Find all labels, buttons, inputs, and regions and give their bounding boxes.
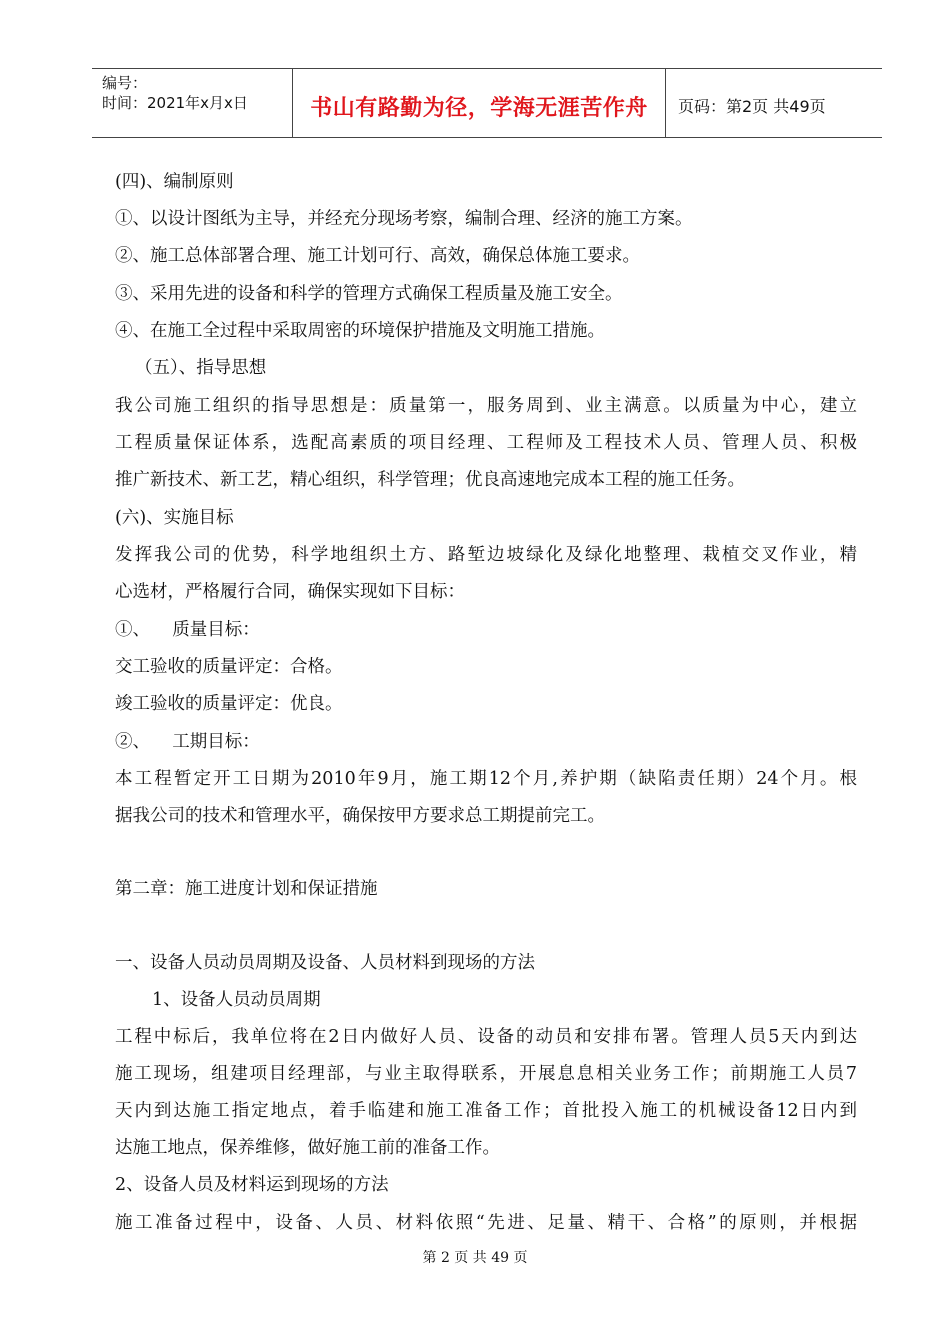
subsection-heading-transport: 2、设备人员及材料运到现场的方法 (115, 1175, 389, 1195)
header-meta-cell (92, 69, 292, 137)
header-table (92, 68, 882, 138)
document-time: 时间：2021年x月x日 (102, 94, 248, 112)
paragraph-line: 心选材，严格履行合同，确保实现如下目标： (115, 582, 465, 602)
goal-heading-quality: ①、 质量目标： (115, 620, 260, 640)
quality-handover: 交工验收的质量评定：合格。 (115, 657, 343, 677)
chapter-heading: 第二章：施工进度计划和保证措施 (115, 879, 378, 899)
paragraph-line: 施工准备过程中，设备、人员、材料依照“先进、足量、精干、合格”的原则，并根据 (115, 1213, 857, 1233)
paragraph-line: 据我公司的技术和管理水平，确保按甲方要求总工期提前完工。 (115, 806, 605, 826)
principle-item-4: ④、在施工全过程中采取周密的环境保护措施及文明施工措施。 (115, 321, 605, 341)
header-motto-cell (292, 69, 666, 137)
paragraph-line: 施工现场，组建项目经理部，与业主取得联系，开展息息相关业务工作；前期施工人员7 (115, 1064, 857, 1084)
paragraph-line: 推广新技术、新工艺，精心组织，科学管理；优良高速地完成本工程的施工任务。 (115, 470, 745, 490)
section-heading-mobilization: 一、设备人员动员周期及设备、人员材料到现场的方法 (115, 953, 535, 973)
section-heading-principles: (四)、编制原则 (115, 172, 234, 192)
paragraph-line: 天内到达施工指定地点，着手临建和施工准备工作；首批投入施工的机械设备12日内到 (115, 1101, 857, 1121)
header-page-cell (666, 69, 882, 137)
page-footer: 第 2 页 共 49 页 (422, 1250, 528, 1266)
header-page-number: 页码：第2页 共49页 (678, 97, 826, 116)
goal-heading-schedule: ②、 工期目标： (115, 732, 260, 752)
subsection-heading-period: 1、设备人员动员周期 (152, 990, 321, 1010)
paragraph-line: 工程中标后，我单位将在2日内做好人员、设备的动员和安排布署。管理人员5天内到达 (115, 1027, 857, 1047)
principle-item-1: ①、以设计图纸为主导，并经充分现场考察，编制合理、经济的施工方案。 (115, 209, 693, 229)
paragraph-line: 达施工地点，保养维修，做好施工前的准备工作。 (115, 1138, 500, 1158)
document-number: 编号： (102, 74, 148, 92)
header-motto: 书山有路勤为径，学海无涯苦作舟 (310, 96, 648, 121)
paragraph-line: 我公司施工组织的指导思想是：质量第一，服务周到、业主满意。以质量为中心，建立 (115, 396, 857, 416)
quality-completion: 竣工验收的质量评定：优良。 (115, 694, 343, 714)
paragraph-line: 工程质量保证体系，选配高素质的项目经理、工程师及工程技术人员、管理人员、积极 (115, 433, 857, 453)
section-heading-guidance: （五）、指导思想 (135, 358, 267, 378)
principle-item-2: ②、施工总体部署合理、施工计划可行、高效，确保总体施工要求。 (115, 246, 640, 266)
paragraph-line: 发挥我公司的优势，科学地组织土方、路堑边坡绿化及绿化地整理、栽植交叉作业，精 (115, 545, 857, 565)
paragraph-line: 本工程暂定开工日期为2010年9月，施工期12个月,养护期（缺陷责任期）24个月。根 (115, 769, 857, 789)
principle-item-3: ③、采用先进的设备和科学的管理方式确保工程质量及施工安全。 (115, 284, 623, 304)
section-heading-goals: (六)、实施目标 (115, 508, 234, 528)
